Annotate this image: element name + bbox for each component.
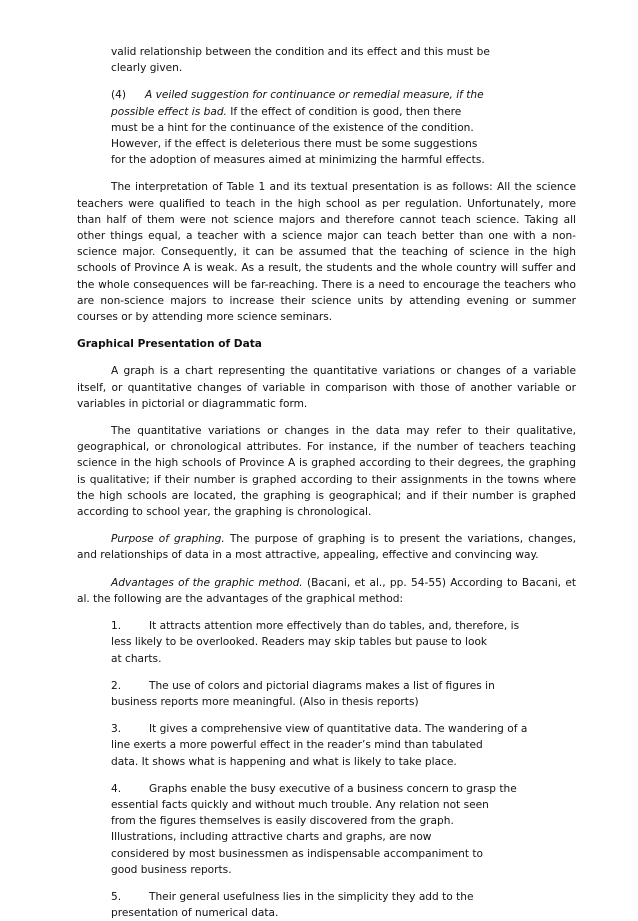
text-line	[111, 678, 576, 694]
text-line: essential facts quickly and without much trouble. Any relation not seen	[111, 798, 489, 811]
graph-definition-paragraph: A graph is a chart representing the quantitative variations or changes of a variable itself, or quantitative changes of variable in comparison with those of another variable or variables in pictorial or diagrammatic form.	[77, 365, 576, 410]
text-line: from the figures themselves is easily discovered from the graph.	[111, 815, 454, 828]
text-line: business reports more meaningful. (Also in thesis reports)	[111, 695, 419, 708]
text-line: less likely to be overlooked. Readers may skip tables but pause to look	[111, 636, 488, 649]
text-line: for the adoption of measures aimed at minimizing the harmful effects.	[111, 154, 485, 167]
item-number: 3.	[111, 723, 122, 736]
italic-title: A veiled suggestion for continuance or remedial measure, if the	[145, 89, 484, 102]
text-run: Their general usefulness lies in the simplicity they add to the	[149, 890, 474, 903]
interpretation-paragraph: The interpretation of Table 1 and its textual presentation is as follows: All the science teachers were qualified to teach in the high school as per regulation. Unfortunately, more than half of them were not science majors and therefore cannot teach science. Taking all other things equal, a teacher with a science major can teach better than one with a non-science major. Consequently, it can be assumed that the teaching of science in the high schools of Province A is weak. As a result, the students and the whole country will suffer and the whole consequences will be far-reaching. There is a need to encourage the teachers who are non-science majors to increase their science units by attending evening or summer courses or by attending more science seminars.	[77, 181, 576, 324]
continued-list-item	[77, 44, 576, 76]
text-line: valid relationship between the condition and its effect and this must be	[111, 46, 490, 58]
text-line: data. It shows what is happening and what is likely to take place.	[111, 755, 457, 768]
text-line	[111, 104, 576, 120]
item-number: 2.	[111, 679, 122, 692]
purpose-text: The purpose of graphing is to present the variations, changes, and relationships of data in a most attractive, appealing, effective and convincing way.	[77, 533, 576, 562]
text-line: Illustrations, including attractive charts and graphs, are now	[111, 831, 432, 844]
text-line: good business reports.	[111, 863, 232, 876]
text-run: It attracts attention more effectively than do tables, and, therefore, is	[149, 620, 520, 633]
advantage-item-1	[77, 618, 576, 667]
text-run: If the effect of condition is good, then there	[226, 105, 462, 118]
item-number: 4.	[111, 782, 122, 795]
item-number: 1.	[111, 620, 122, 633]
text-line: considered by most businessmen as indispensable accompaniment to	[111, 847, 484, 860]
advantage-item-2	[77, 678, 576, 710]
advantages-label: Advantages of the graphic method.	[111, 576, 303, 589]
text-line: clearly given.	[111, 62, 183, 75]
text-line: However, if the effect is deleterious there must be some suggestions	[111, 138, 478, 151]
text-run: It gives a comprehensive view of quantitative data. The wandering of a	[149, 723, 528, 736]
purpose-label: Purpose of graphing.	[111, 533, 225, 546]
item-number: 5.	[111, 890, 122, 903]
text-line	[111, 87, 576, 103]
text-line	[111, 618, 576, 634]
text-run: Graphs enable the busy executive of a business concern to grasp the	[149, 782, 517, 795]
advantage-item-4	[77, 781, 576, 878]
text-line: must be a hint for the continuance of the existence of the condition.	[111, 121, 474, 134]
advantages-paragraph	[77, 575, 576, 607]
text-run: The use of colors and pictorial diagrams makes a list of figures in	[149, 679, 495, 692]
italic-title: possible effect is bad.	[111, 105, 227, 118]
text-line: line exerts a more powerful effect in the reader’s mind than tabulated	[111, 739, 483, 752]
text-line	[111, 781, 576, 797]
purpose-paragraph	[77, 531, 576, 563]
list-item-4	[77, 87, 576, 168]
advantages-text: (Bacani, et al., pp. 54-55) According to Bacani, et al. the following are the advantages of the graphical method:	[77, 576, 576, 605]
advantage-item-5	[77, 889, 576, 921]
quantitative-variations-paragraph: The quantitative variations or changes in the data may refer to their qualitative, geographical, or chronological attributes. For instance, if the number of teachers teaching science in the high schools of Province A is graphed according to their degrees, the graphing is qualitative; if their number is graphed according to their assignments in the towns where the high schools are located, the graphing is geographical; and if their number is graphed according to school year, the graphing is chronological.	[77, 425, 576, 519]
text-line	[111, 721, 576, 737]
advantage-item-3	[77, 721, 576, 770]
text-line: presentation of numerical data.	[111, 907, 279, 920]
text-line	[111, 889, 576, 905]
text-line: at charts.	[111, 652, 162, 665]
item-number: (4)	[111, 89, 127, 102]
section-heading: Graphical Presentation of Data	[77, 338, 262, 351]
